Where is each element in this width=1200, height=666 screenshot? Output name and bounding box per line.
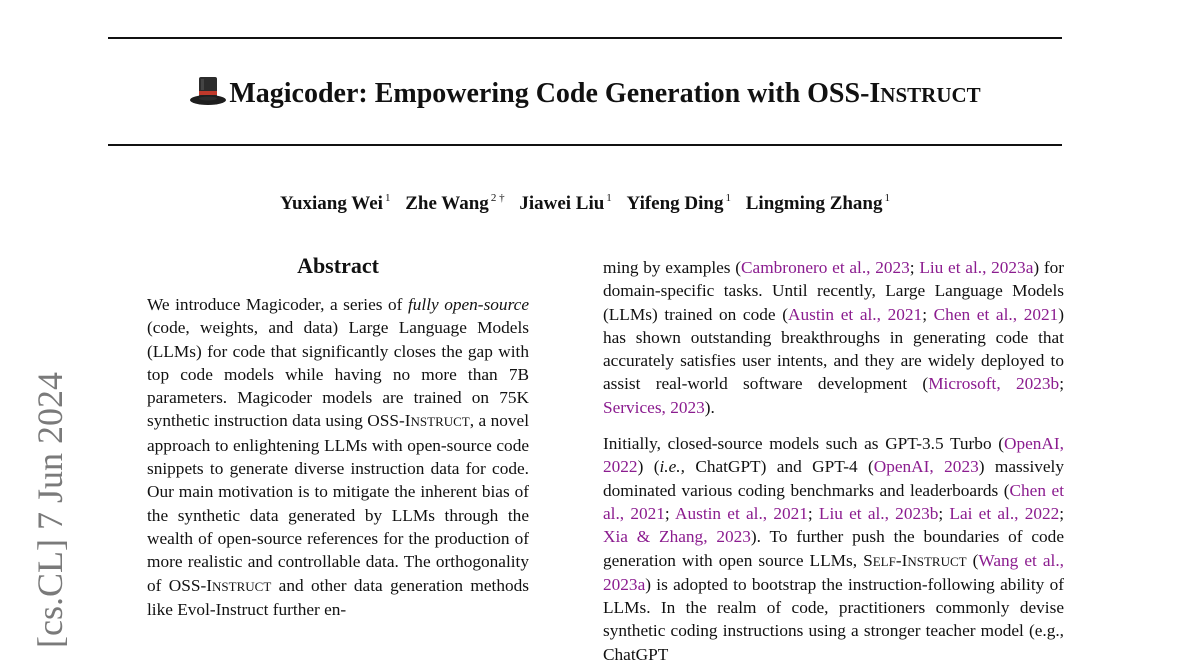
author-list — [108, 186, 1062, 216]
arxiv-identifier: [cs.CL] 7 Jun 2024 — [30, 372, 70, 648]
author-item: Yuxiang Wei $^1$ — [279, 192, 391, 214]
arxiv-side-stamp — [28, 318, 72, 648]
citation-link[interactable]: Austin et al., 2021 — [787, 304, 923, 324]
citation-link[interactable]: Cambronero et al., 2023 — [741, 258, 910, 277]
title-rule-bottom — [108, 144, 1062, 146]
intro-paragraph-1: ming by examples (Cambronero et al., 2023; Liu et al., 2023a) for domain-specific tasks. Until recently, Large Language Models (LLMs) trained on code (Austin et al., 2021; Chen et al., 2021) has shown outstanding breakthroughs in generating code that accurately satisfies user intents, and they are widely deployed to assist real-world software development (Microsoft, 2023b; Services, 2023). — [603, 258, 1065, 417]
citation-link[interactable]: Xia & Zhang, 2023 — [603, 527, 751, 547]
citation-link[interactable]: Liu et al., 2023a — [919, 258, 1034, 277]
citation-link[interactable]: OpenAI, 2023 — [873, 457, 979, 477]
abstract-body — [147, 293, 529, 621]
citation-link[interactable]: Lai et al., 2022 — [949, 503, 1060, 523]
citation-link[interactable]: Austin et al., 2021 — [674, 503, 808, 523]
intro-paragraph-2: Initially, closed-source models such as GPT-3.5 Turbo (OpenAI, 2022) (i.e., ChatGPT) and GPT-4 (OpenAI, 2023) massively dominated various coding benchmarks and leaderboards (Chen et al., 2021; Austin et al., 2021; Liu et al., 2023b; Lai et al., 2022; Xia & Zhang, 2023). To further push the boundaries of code generation with open source LLMs, SELF-INSTRUCT (Wang et al., 2023a) is adopted to bootstrap the instruction-following ability of LLMs. In the realm of code, practitioners commonly devise synthetic coding instructions using a stronger teacher model (e.g., ChatGPT — [603, 434, 1065, 664]
introduction-body — [603, 256, 1064, 666]
citation-link[interactable]: Chen et al., 2021 — [933, 304, 1059, 324]
author-item: Yifeng Ding $^1$ — [626, 192, 731, 214]
citation-link[interactable]: Services, 2023 — [603, 397, 705, 417]
abstract-paragraph: We introduce Magicoder, a series of fully open-source (code, weights, and data) Large Language Models (LLMs) for code that significantly closes the gap with top code models while having no more than 7B parameters. Magicoder models are trained on 75K synthetic instruction data using OSS-INSTRUCT, a novel approach to enlightening LLMs with open-source code snippets to generate diverse instruction data for code. Our main motivation is to mitigate the inherent bias of the synthetic data generated by LLMs through the wealth of open-source references for the production of more realistic and controllable data. The orthogonality of OSS-INSTRUCT and other data generation methods like Evol-Instruct further en- — [147, 295, 530, 619]
abstract-heading: Abstract — [297, 253, 379, 278]
title-rule-top — [108, 37, 1062, 39]
author-item: Zhe Wang $^{2 \dagger}$ — [405, 192, 505, 214]
title-text: Magicoder: Empowering Code Generation with OSS- — [229, 78, 870, 109]
author-item: Jiawei Liu $^1$ — [519, 192, 612, 214]
citation-link[interactable]: OpenAI, 2022 — [603, 434, 1064, 477]
citation-link[interactable]: Wang et al., 2023a — [603, 550, 1064, 594]
author-item: Lingming Zhang $^1$ — [745, 192, 890, 214]
citation-link[interactable]: Liu et al., 2023b — [818, 503, 939, 523]
citation-link[interactable]: Chen et al., 2021 — [603, 480, 1064, 523]
citation-link[interactable]: Microsoft, 2023b — [928, 374, 1060, 394]
top-hat-icon — [189, 76, 227, 106]
paper-title: Magicoder: Empowering Code Generation with OSS-INSTRUCT — [108, 76, 1062, 113]
